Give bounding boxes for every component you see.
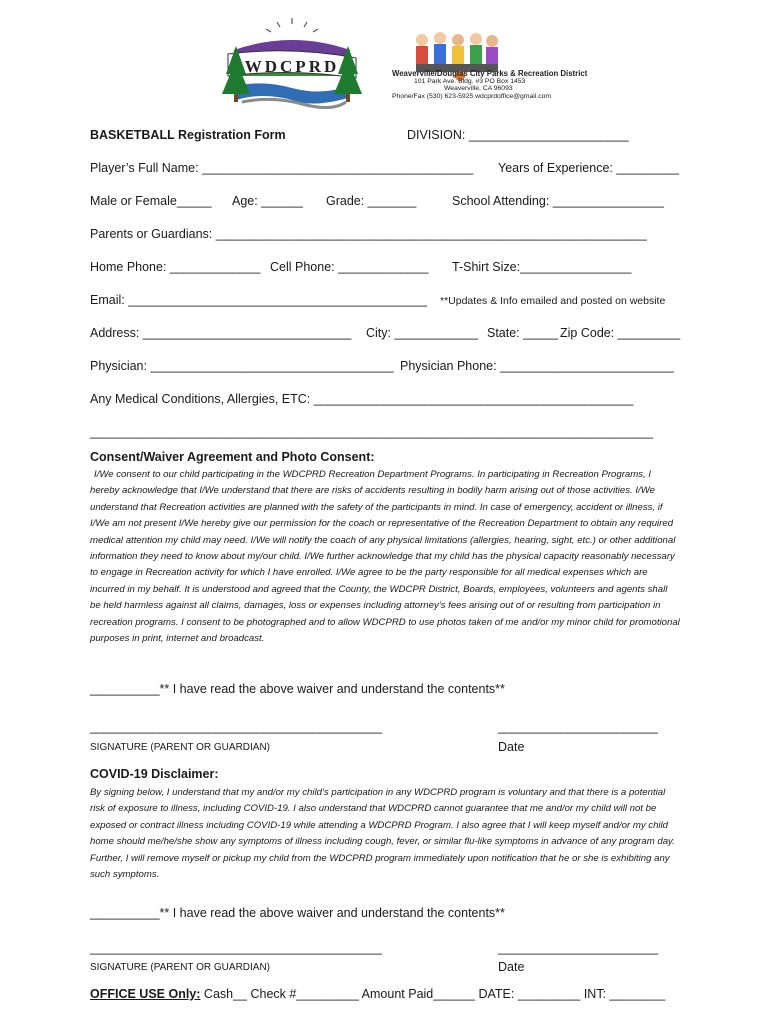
covid-heading: COVID-19 Disclaimer: [90, 767, 219, 781]
division-field[interactable]: DIVISION: _______________________ [407, 128, 629, 142]
covid-initial-field[interactable]: __________** I have read the above waiver and understand the contents** [90, 906, 505, 920]
office-use-label: OFFICE USE Only: [90, 987, 201, 1001]
parents-field[interactable]: Parents or Guardians: ______________________________________________________________ [90, 227, 647, 241]
district-contact: Phone/Fax (530) 623-5925 wdcprdoffice@gmail.com [392, 92, 552, 100]
email-field[interactable]: Email: ___________________________________________ [90, 293, 428, 307]
age-field[interactable]: Age: ______ [232, 194, 303, 208]
office-use-fields[interactable]: Cash__ Check #_________ Amount Paid______ DATE: _________ INT: ________ [203, 987, 666, 1001]
logo-graphic [222, 16, 362, 116]
grade-field[interactable]: Grade: _______ [326, 194, 417, 208]
covid-signature-label: SIGNATURE (PARENT OR GUARDIAN) [90, 962, 271, 973]
consent-body: I/We consent to our child participating in the WDCPRD Recreation Department Programs. In participating in Recreation Programs, I hereby acknowledge that I/We understand that there are risks of accidents resulting in bodily harm arising out of those activities. I/We understand that Recreation activities are planned with the safety of the participants in mind. In case of emergency, accident or illness, if I/We am not present I/We hereby give our permission for the coach or representative of the Recreation Department to obtain any required medical attention my child may need. I/We will notify the coach of any physical limitations (allergies, hearing, sight, etc.) or other additional information they need to know about my/our child. I/We further acknowledge that my child has the physical capacity reasonably necessary to engage in Recreation activity for which I have enrolled. I/We agree to be the party responsible for all medical expenses which are incurred in my behalf. It is understood and agreed that the County, the WDCPR District, Boards, employees, volunteers and agents shall be held harmless against all claims, damages, loss or expenses including attorney’s fees arising out of or resulting from participation in recreation programs. I consent to be photographed and to allow WDCPRD to use photos taken of me and/or my minor child for promotional purposes in print, internet and broadcast. [90, 469, 680, 645]
physician-field[interactable]: Physician: ___________________________________ [90, 359, 394, 373]
district-address-1: 101 Park Ave. Bldg. #3 PO Box 1453 [414, 77, 526, 85]
consent-signature-label: SIGNATURE (PARENT OR GUARDIAN) [90, 742, 271, 753]
form-title: BASKETBALL Registration Form [90, 128, 286, 142]
zip-field[interactable]: Zip Code: _________ [560, 326, 681, 340]
medical-field[interactable]: Any Medical Conditions, Allergies, ETC: ______________________________________________ [90, 392, 634, 406]
physician-phone-field[interactable]: Physician Phone: _________________________ [400, 359, 674, 373]
covid-signature-line[interactable]: __________________________________________ [90, 941, 382, 955]
address-field[interactable]: Address: ______________________________ [90, 326, 352, 340]
office-use-row [90, 987, 665, 1001]
home-phone-field[interactable]: Home Phone: _____________ [90, 260, 261, 274]
consent-date-line[interactable]: _______________________ [498, 720, 658, 734]
logo-text: WDCPRD [244, 57, 340, 76]
player-name-field[interactable]: Player’s Full Name: _______________________________________ [90, 161, 474, 175]
covid-date-line[interactable]: _______________________ [498, 941, 658, 955]
tshirt-field[interactable]: T-Shirt Size:________________ [452, 260, 632, 274]
cell-phone-field[interactable]: Cell Phone: _____________ [270, 260, 429, 274]
consent-signature-line[interactable]: __________________________________________ [90, 720, 382, 734]
covid-body: By signing below, I understand that my and/or my child’s participation in any WDCPRD program is voluntary and that there is a potential risk of exposure to illness, including COVID-19. I also understand that WDCPRD cannot guarantee that me and/or my child will not be exposed or contract illness including COVID-19 while attending a WDCPRD Program. I also agree that I will keep myself and/or my child home should me/he/she show any symptoms of illness including cough, fever, or similar flu-like symptoms in advance of any program day. Further, I will remove myself or pickup my child from the WDCPRD program immediately upon notification that he or she is exhibiting any such symptoms. [90, 787, 675, 881]
district-name: Weaverville/Douglas City Parks & Recreation District [392, 69, 588, 78]
district-address-2: Weaverville, CA 96093 [444, 85, 513, 93]
wdcprd-logo [222, 16, 362, 116]
state-field[interactable]: State: _____ [487, 326, 558, 340]
email-note: **Updates & Info emailed and posted on website [440, 295, 666, 307]
district-info [392, 70, 587, 100]
city-field[interactable]: City: ____________ [366, 326, 478, 340]
consent-date-label: Date [498, 740, 525, 754]
consent-initial-field[interactable]: __________** I have read the above waiver and understand the contents** [90, 682, 505, 696]
years-experience-field[interactable]: Years of Experience: _________ [498, 161, 679, 175]
consent-heading: Consent/Waiver Agreement and Photo Consent: [90, 450, 375, 464]
covid-date-label: Date [498, 960, 525, 974]
gender-field[interactable]: Male or Female_____ [90, 194, 212, 208]
medical-extra-line[interactable]: _________________________________________________________________________________ [90, 425, 654, 439]
school-field[interactable]: School Attending: ________________ [452, 194, 664, 208]
